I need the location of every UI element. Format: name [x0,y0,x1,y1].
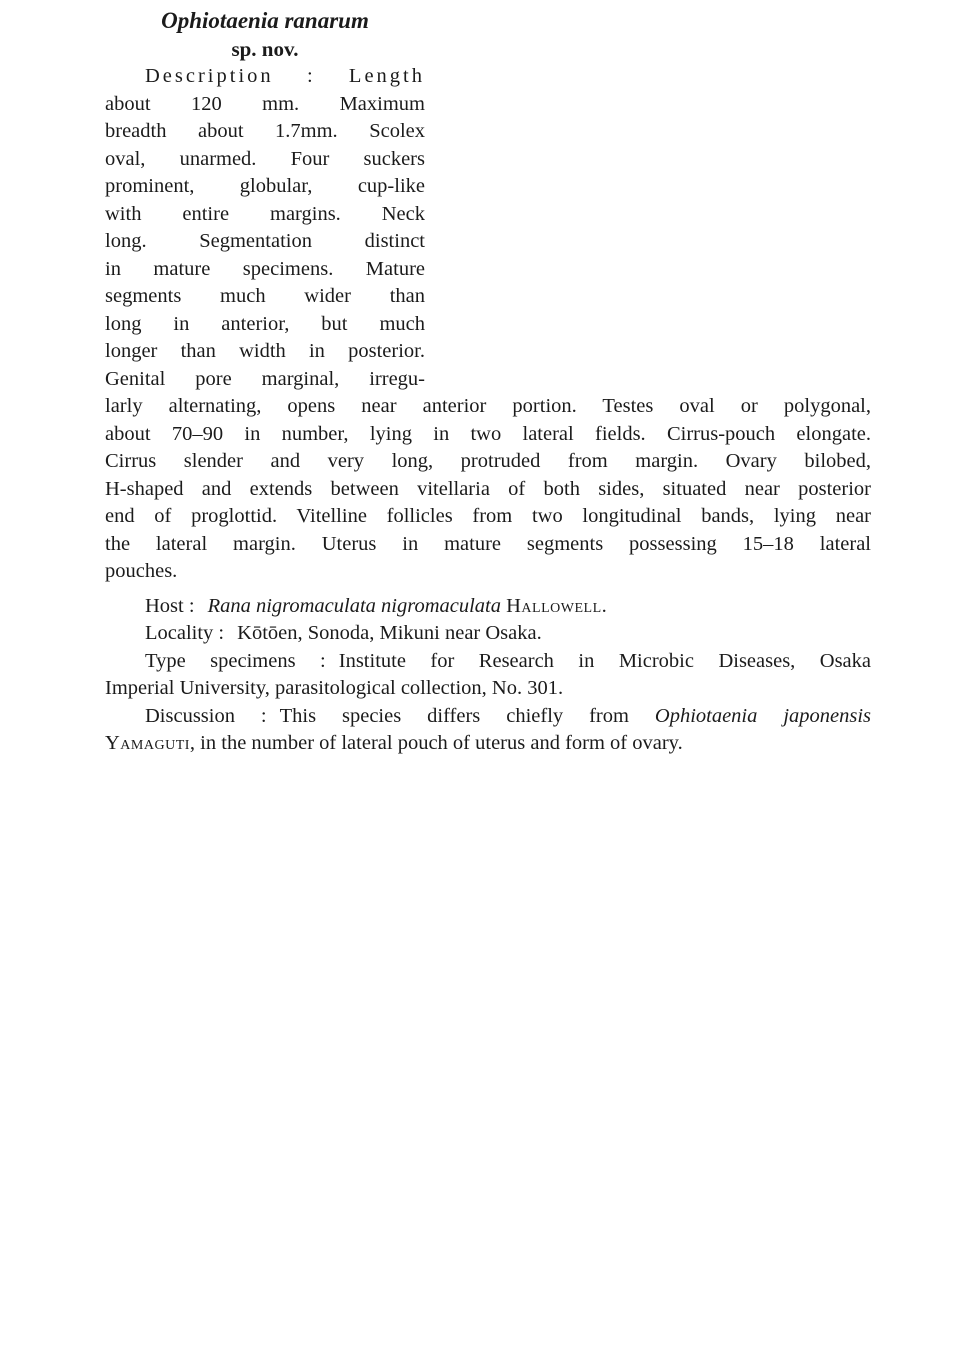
species-heading-block [105,6,425,63]
description-line: H-shaped and extends between vitellaria of both sides, situated near posterior [105,477,871,500]
locality-label: Locality : [145,622,225,644]
host-line [105,593,871,621]
description-column-line: in mature specimens. Mature [105,257,425,280]
description-line: pouches. [105,560,178,582]
host-species: Rana nigromaculata nigromaculata [207,594,501,617]
description-column-line: segments much wider than [105,285,425,307]
description-column-line: with entire margins. Neck [105,202,425,225]
discussion-species: Ophiotaenia japonensis [654,704,871,727]
description-line: Cirrus slender and very long, protruded from margin. Ovary bilobed, [105,450,871,472]
type-specimens-line-2: Imperial University, parasitological collection, No. 301. [105,677,564,699]
host-author: Hallowell. [506,594,608,617]
description-line: the lateral margin. Uterus in mature segments possessing 15–18 lateral [105,532,871,555]
description-column [105,63,425,393]
description-column-line: about 120 mm. Maximum [105,92,425,115]
page-content [105,6,871,758]
description-column-line: long. Segmentation distinct [105,230,425,252]
discussion-text: This species differs chiefly from [279,704,629,727]
description-line: end of proglottid. Vitelline follicles from two longitudinal bands, lying near [105,505,871,527]
description-line: about 70–90 in number, lying in two lateral fields. Cirrus-pouch elongate. [105,422,871,445]
discussion-line-1 [105,703,871,731]
discussion-line-2 [105,730,871,758]
description-column-line: breadth about 1.7mm. Scolex [105,120,425,142]
description-line: larly alternating, opens near anterior portion. Testes oval or polygonal, [105,395,871,417]
species-title: Ophiotaenia ranarum [161,8,369,33]
species-rank-subtitle: sp. nov. [231,37,299,61]
host-label: Host : [145,594,195,617]
type-specimens-text: Institute for Research in Microbic Diseases, Osaka [338,649,871,672]
description-column-line: oval, unarmed. Four suckers [105,147,425,170]
discussion-label: Discussion : [145,704,267,727]
description-column-line: long in anterior, but much [105,312,425,335]
locality-value: Kōtōen, Sonoda, Mikuni near Osaka. [237,622,542,644]
description-column-line: Genital pore marginal, irregu- [105,367,425,390]
description-column-line: longer than width in posterior. [105,340,425,362]
type-specimens-label: Type specimens : [145,649,326,672]
discussion-text-rest: , in the number of lateral pouch of uterus and form of ovary. [189,732,683,754]
type-specimens-line-1 [105,648,871,676]
description-column-line: Description : Length [145,65,425,87]
description-column-line: prominent, globular, cup-like [105,175,425,197]
discussion-author: Yamaguti [105,732,190,754]
records-block [105,593,871,758]
locality-line [105,620,871,648]
description-full-width [105,393,871,586]
